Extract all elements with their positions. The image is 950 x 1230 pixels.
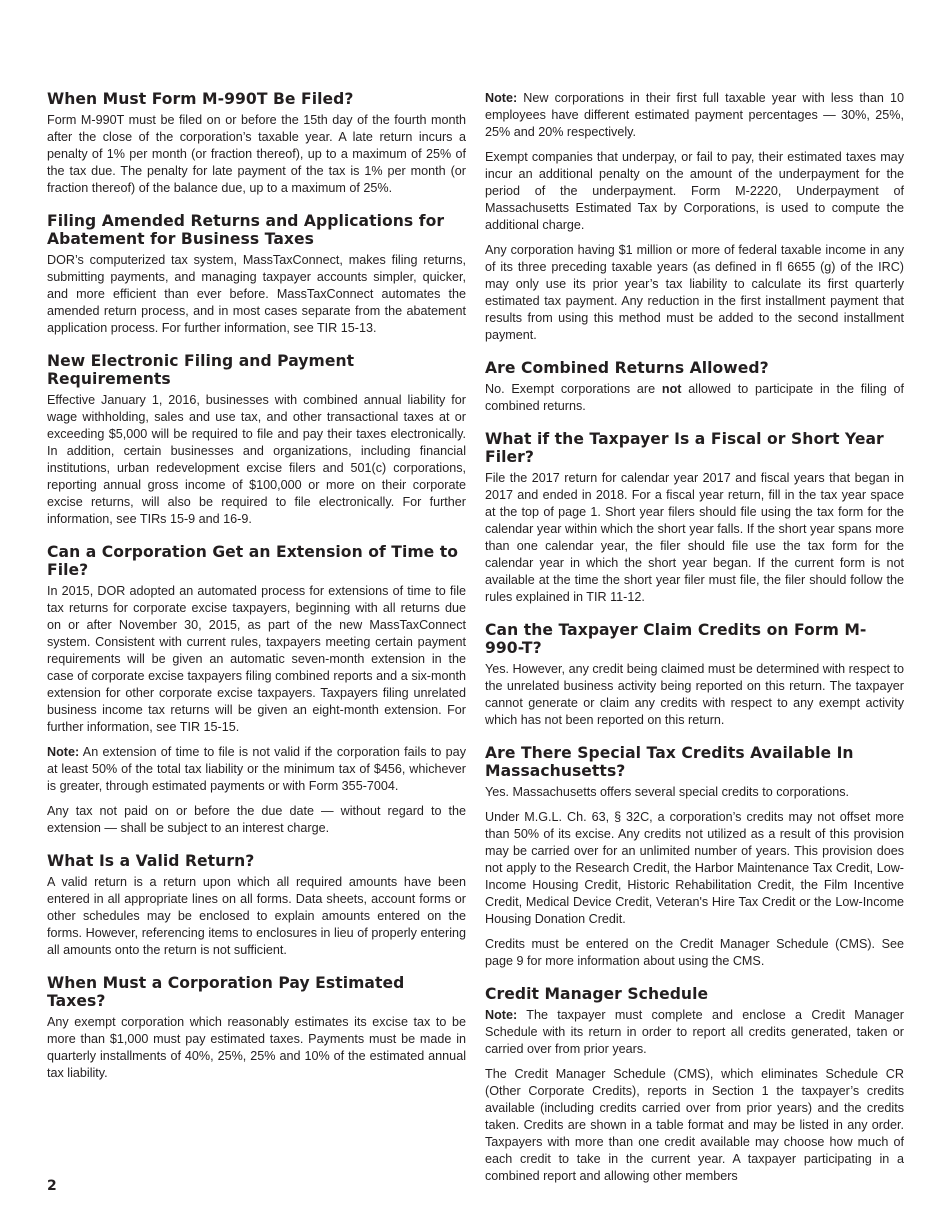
note-label: Note: — [47, 745, 80, 759]
section-valid-return — [47, 852, 466, 959]
paragraph: Any corporation having $1 million or more of federal taxable income in any of its three preceding taxable years (as defined in fl 6655 (g) of the IRC) may only use its prior year’s tax liability to calculate its first quarterly estimated tax payment. Any reduction in the first installment payment that results from using this method must be added to the second installment payment. — [485, 243, 904, 342]
paragraph: Under M.G.L. Ch. 63, § 32C, a corporation’s credits may not offset more than 50% of its excise. Any credits not utilized as a result of this provision may be carried over for an unlimited number of years. This provision does not apply to the Research Credit, the Harbor Maintenance Tax Credit, Low-Income Housing Credit, Historic Rehabilitation Credit, the Film Incentive Credit, Medical Device Credit, Veteran's Hire Tax Credit or the Low-Income Housing Donation Credit. — [485, 810, 904, 926]
section-heading: What if the Taxpayer Is a Fiscal or Short Year Filer? — [485, 430, 884, 466]
paragraph: Credits must be entered on the Credit Manager Schedule (CMS). See page 9 for more information about using the CMS. — [485, 937, 904, 968]
paragraph — [485, 381, 904, 415]
page-number: 2 — [47, 1178, 57, 1194]
note-paragraph — [485, 1007, 904, 1058]
section-heading: When Must Form M-990T Be Filed? — [47, 90, 354, 108]
paragraph: File the 2017 return for calendar year 2017 and fiscal years that began in 2017 and ended in 2018. For a fiscal year return, fill in the tax year space at the top of page 1. Short year filers should file using the tax form for the calendar year within which the short year falls. If the short year spans more than one calendar year, the filer should file use the tax form for the calendar year in which the short year began. If the current form is not available at the time the short year filer must file, the filer should follow the rules explained in TIR 11-12. — [485, 471, 904, 604]
paragraph: Yes. However, any credit being claimed must be determined with respect to the unrelated business activity being reported on this return. The taxpayer cannot generate or claim any credits with respect to any exempt activity which has not been reported on this return. — [485, 662, 904, 727]
note-paragraph — [485, 90, 904, 141]
section-electronic-filing — [47, 352, 466, 528]
paragraph: The Credit Manager Schedule (CMS), which eliminates Schedule CR (Other Corporate Credits), reports in Section 1 the taxpayer’s credits available (including credits carried over from prior years) and the credits taken. Credits are shown in a table format and may be listed in any order. Taxpayers with more than one credit available may choose how much of each credit to take in the current year. A taxpayer participating in a combined report and allowing other members — [485, 1067, 904, 1183]
section-heading: Credit Manager Schedule — [485, 985, 709, 1003]
note-label: Note: — [485, 91, 518, 105]
paragraph: A valid return is a return upon which all required amounts have been entered in all appropriate lines on all forms. Data sheets, account forms or other schedules may be enclosed to explain amounts entered on the forms. However, referencing items to enclosures in lieu of properly entering all amounts onto the return is not sufficient. — [47, 875, 466, 957]
section-extension — [47, 543, 466, 837]
paragraph: Effective January 1, 2016, businesses with combined annual liability for wage withholding, sales and use tax, and other transactional taxes at or exceeding $5,000 will be required to file and pay their taxes electronically. In addition, certain businesses and organizations, including financial institutions, urban redevelopment excise filers and 501(c) corporations, reporting annual gross income of $100,000 or more on their corporate excise returns, will also be required to file electronically. For further information, see TIRs 15-9 and 16-9. — [47, 393, 466, 526]
note-text: An extension of time to file is not valid if the corporation fails to pay at least 50% of the total tax liability or the minimum tax of $456, whichever is greater, through estimated payments or with Form 355-7004. — [47, 745, 466, 793]
paragraph: DOR’s computerized tax system, MassTaxConnect, makes filing returns, submitting payments, and managing taxpayer accounts simpler, quicker, and more efficient than ever before. MassTaxConnect automates the amended return process, and in most cases separate from the abatement application process. For further information, see TIR 15-13. — [47, 253, 466, 335]
section-when-filed — [47, 90, 466, 197]
text-span: allowed to participate in the filing of combined returns. — [485, 382, 904, 413]
note-text: The taxpayer must complete and enclose a Credit Manager Schedule with its return in order to report all credits generated, taken or carried over from prior years. — [485, 1008, 904, 1056]
paragraph: Form M-990T must be filed on or before the 15th day of the fourth month after the close of the corporation’s taxable year. A late return incurs a penalty of 1% per month (or fraction thereof), up to a maximum of 25% of the tax due. The penalty for late payment of the tax is 1% per month (or fraction thereof) of the balance due, up to a maximum of 25%. — [47, 113, 466, 195]
section-heading: When Must a Corporation Pay Estimated Taxes? — [47, 974, 405, 1010]
paragraph: Yes. Massachusetts offers several special credits to corporations. — [485, 785, 849, 799]
section-heading: New Electronic Filing and Payment Requirements — [47, 352, 355, 388]
section-credit-manager — [485, 985, 904, 1185]
section-combined-returns — [485, 359, 904, 415]
paragraph: Any tax not paid on or before the due date — without regard to the extension — shall be subject to an interest charge. — [47, 804, 466, 835]
text-span: No. Exempt corporations are — [485, 382, 662, 396]
emphasis: not — [661, 382, 682, 396]
section-heading: Can the Taxpayer Claim Credits on Form M-990-T? — [485, 621, 867, 657]
section-estimated-continued — [485, 90, 904, 344]
right-column — [485, 90, 904, 1200]
section-heading: Are Combined Returns Allowed? — [485, 359, 769, 377]
section-heading: What Is a Valid Return? — [47, 852, 255, 870]
left-column — [47, 90, 466, 1097]
section-heading: Can a Corporation Get an Extension of Time to File? — [47, 543, 459, 579]
paragraph: Any exempt corporation which reasonably estimates its excise tax to be more than $1,000 must pay estimated taxes. Payments must be made in quarterly installments of 40%, 25%, 25% and 10% of the estimated annual tax liability. — [47, 1015, 466, 1080]
note-paragraph — [47, 744, 466, 795]
section-claim-credits — [485, 621, 904, 729]
note-label: Note: — [485, 1008, 518, 1022]
section-estimated-taxes — [47, 974, 466, 1082]
paragraph: Exempt companies that underpay, or fail to pay, their estimated taxes may incur an additional penalty on the amount of the underpayment for the period of the underpayment. Form M-2220, Underpayment of Massachusetts Estimated Tax by Corporations, is used to compute the additional charge. — [485, 150, 904, 232]
section-heading: Filing Amended Returns and Applications for Abatement for Business Taxes — [47, 212, 445, 248]
section-heading: Are There Special Tax Credits Available In Massachusetts? — [485, 744, 854, 780]
section-fiscal-year — [485, 430, 904, 606]
section-amended-returns — [47, 212, 466, 337]
section-special-credits — [485, 744, 904, 970]
paragraph: In 2015, DOR adopted an automated process for extensions of time to file tax returns for corporate excise taxpayers, beginning with all returns due on or after November 30, 2015, as part of the new MassTaxConnect system. Consistent with current rules, taxpayers meeting certain payment requirements will be given an automatic seven-month extension in the case of corporate excise taxpayers filing combined reports and a six-month extension for other corporate excise taxpayers. Taxpayers filing unrelated business income tax returns will be given an eight-month extension. For further information, see TIR 15-15. — [47, 584, 466, 734]
note-text: New corporations in their first full taxable year with less than 10 employees have different estimated payment percentages — 30%, 25%, 25% and 20% respectively. — [485, 91, 904, 139]
